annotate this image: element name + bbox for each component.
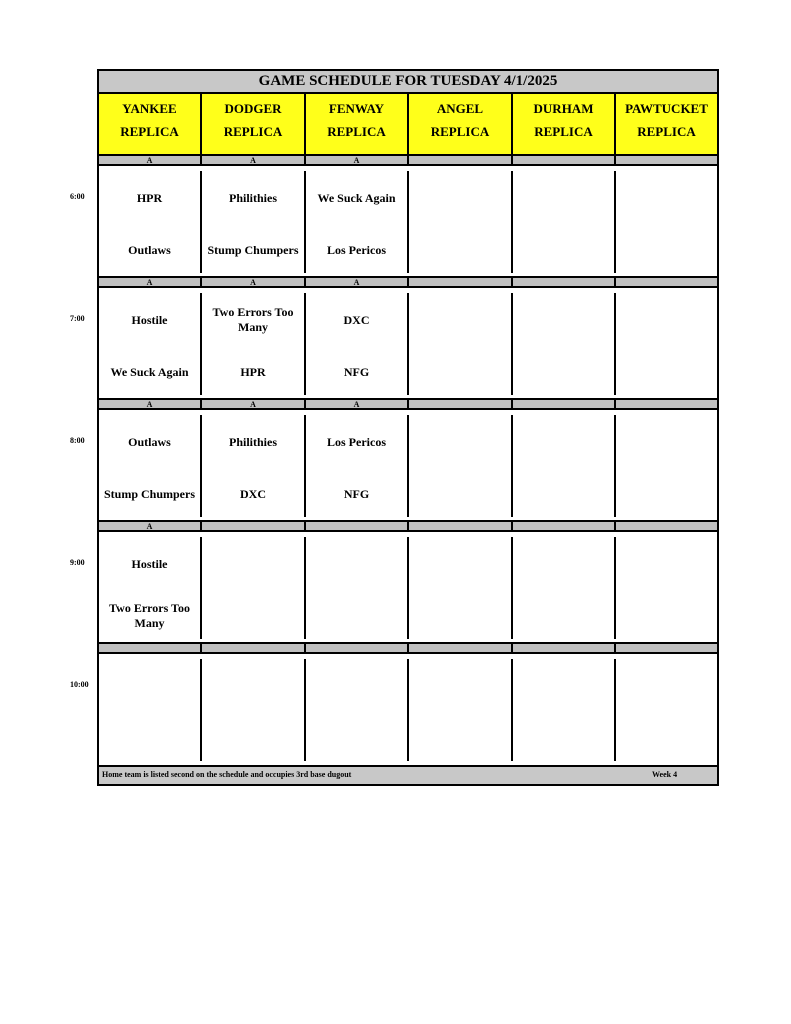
home-team: NFG [343, 364, 370, 379]
time-label: 7:00 [70, 314, 85, 323]
home-team [513, 354, 614, 390]
division-band: A [99, 520, 202, 532]
game-cell [513, 659, 616, 761]
field-header-angel [409, 94, 513, 154]
game-cell [513, 171, 616, 273]
home-team: Two Errors Too Many [109, 601, 190, 630]
time-label: 8:00 [70, 436, 85, 445]
away-team: Outlaws [128, 434, 171, 449]
away-team [513, 546, 614, 582]
game-cell [409, 293, 513, 395]
away-team: Two Errors Too Many [212, 305, 294, 334]
division-band [409, 398, 513, 410]
division-band: A [99, 154, 202, 166]
game-cell [513, 415, 616, 517]
division-band [513, 276, 616, 288]
game-cell [99, 659, 202, 761]
home-team: NFG [343, 486, 370, 501]
game-cell [409, 171, 513, 273]
away-team [409, 668, 511, 704]
game-cell [616, 537, 717, 639]
away-team [616, 424, 717, 460]
home-team [409, 476, 511, 512]
division-band: A [306, 398, 409, 410]
away-team [409, 424, 511, 460]
division-band [202, 520, 306, 532]
field-header-pawtucket [616, 94, 717, 154]
field-subtitle: REPLICA [223, 124, 283, 139]
game-cell [306, 537, 409, 639]
division-band [306, 642, 409, 654]
home-team: Stump Chumpers [103, 486, 196, 501]
away-team: Los Pericos [327, 434, 386, 449]
away-team: Philithies [228, 434, 277, 449]
division-band [409, 276, 513, 288]
away-team [616, 668, 717, 704]
division-band [513, 398, 616, 410]
home-team [409, 354, 511, 390]
home-team: Los Pericos [327, 242, 386, 257]
week-label: Week 4 [652, 770, 678, 779]
home-team [202, 598, 304, 634]
home-team [99, 720, 200, 756]
away-team: Philithies [228, 190, 277, 205]
home-team [306, 598, 407, 634]
game-cell [306, 293, 409, 395]
division-band [513, 520, 616, 532]
time-label: 6:00 [70, 192, 85, 201]
footer-note: Home team is listed second on the schedule and occupies 3rd base dugout [102, 770, 352, 779]
division-band [616, 520, 717, 532]
game-cell [202, 659, 306, 761]
away-team: Hostile [131, 312, 168, 327]
time-label: 10:00 [70, 680, 89, 689]
division-band: A [202, 276, 306, 288]
away-team [306, 668, 407, 704]
division-band [99, 642, 202, 654]
schedule-footer [99, 765, 717, 784]
away-team: We Suck Again [317, 190, 396, 205]
schedule-sheet [97, 69, 719, 786]
field-header-dodger [202, 94, 306, 154]
game-cell [99, 537, 202, 639]
division-band [616, 398, 717, 410]
field-name: FENWAY [328, 101, 385, 116]
game-cell [306, 171, 409, 273]
home-team: DXC [240, 486, 266, 501]
game-cell [202, 537, 306, 639]
field-subtitle: REPLICA [637, 124, 696, 139]
home-team [409, 598, 511, 634]
field-name: PAWTUCKET [625, 101, 708, 116]
home-team [409, 720, 511, 756]
game-cell [99, 415, 202, 517]
game-cell [616, 293, 717, 395]
home-team [616, 720, 717, 756]
field-header-fenway [306, 94, 409, 154]
away-team [99, 668, 200, 704]
home-team: Stump Chumpers [207, 242, 299, 257]
game-cell [409, 537, 513, 639]
home-team: HPR [240, 364, 266, 379]
away-team [409, 180, 511, 216]
home-team [513, 598, 614, 634]
division-band [409, 154, 513, 166]
game-cell [202, 171, 306, 273]
division-band [409, 520, 513, 532]
home-team [616, 232, 717, 268]
game-cell [99, 293, 202, 395]
home-team [616, 598, 717, 634]
home-team [306, 720, 407, 756]
field-name: YANKEE [122, 101, 177, 116]
division-band: A [99, 398, 202, 410]
division-band: A [99, 276, 202, 288]
game-cell [616, 415, 717, 517]
away-team [202, 546, 304, 582]
division-band [616, 642, 717, 654]
away-team [306, 546, 407, 582]
game-cell [306, 415, 409, 517]
home-team: We Suck Again [110, 364, 189, 379]
field-subtitle: REPLICA [430, 124, 490, 139]
game-cell [306, 659, 409, 761]
away-team [513, 180, 614, 216]
home-team [513, 720, 614, 756]
away-team: HPR [136, 190, 163, 205]
away-team [513, 424, 614, 460]
field-subtitle: REPLICA [327, 124, 386, 139]
division-band [513, 642, 616, 654]
field-name: ANGEL [436, 101, 484, 116]
division-band [616, 154, 717, 166]
field-header-durham [513, 94, 616, 154]
away-team [513, 668, 614, 704]
game-cell [202, 415, 306, 517]
time-label: 9:00 [70, 558, 85, 567]
away-team [409, 546, 511, 582]
division-band: A [202, 154, 306, 166]
away-team [616, 180, 717, 216]
division-band [513, 154, 616, 166]
home-team [513, 476, 614, 512]
home-team [616, 476, 717, 512]
field-subtitle: REPLICA [120, 124, 179, 139]
game-cell [409, 659, 513, 761]
game-cell [616, 659, 717, 761]
field-name: DODGER [224, 101, 282, 116]
game-cell [99, 171, 202, 273]
division-band [409, 642, 513, 654]
division-band [202, 642, 306, 654]
game-cell [409, 415, 513, 517]
home-team: Outlaws [128, 242, 171, 257]
home-team [202, 720, 304, 756]
division-band: A [306, 154, 409, 166]
away-team [616, 546, 717, 582]
field-subtitle: REPLICA [534, 124, 593, 139]
home-team [616, 354, 717, 390]
division-band: A [306, 276, 409, 288]
division-band: A [202, 398, 306, 410]
away-team [616, 302, 717, 338]
game-cell [616, 171, 717, 273]
home-team [513, 232, 614, 268]
away-team: DXC [343, 312, 370, 327]
division-band [306, 520, 409, 532]
away-team: Hostile [131, 556, 168, 571]
away-team [409, 302, 511, 338]
away-team [513, 302, 614, 338]
field-header-yankee [99, 94, 202, 154]
home-team [409, 232, 511, 268]
game-cell [513, 293, 616, 395]
division-band [616, 276, 717, 288]
game-cell [202, 293, 306, 395]
schedule-title: GAME SCHEDULE FOR TUESDAY 4/1/2025 [99, 71, 717, 94]
game-cell [513, 537, 616, 639]
field-name: DURHAM [533, 101, 594, 116]
away-team [202, 668, 304, 704]
